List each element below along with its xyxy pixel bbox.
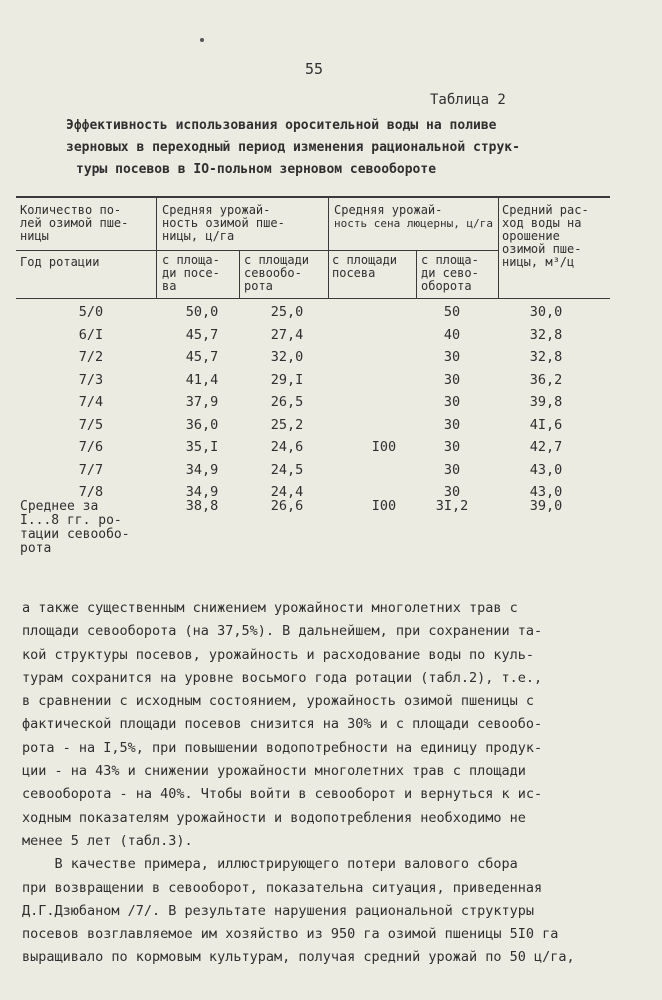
body-line: в сравнении с исходным состоянием, урожайность озимой пшеницы с: [22, 693, 535, 710]
header-line: Средняя урожай-: [162, 203, 271, 217]
row-wheat-sown: 36,0: [185, 416, 219, 433]
header-line: ход воды на: [502, 216, 582, 230]
average-label-line: рота: [20, 541, 52, 556]
body-line: ходным показателям урожайности и водопотребления необходимо не: [22, 809, 526, 826]
row-water: 42,7: [529, 439, 563, 455]
header-wheat-yield: [162, 204, 285, 243]
header-wheat-sown-area: [162, 254, 220, 293]
speck: [200, 38, 204, 42]
row-year: 7/4: [78, 394, 104, 410]
row-wheat-rotation: 24,6: [270, 439, 304, 455]
row-wheat-sown: 45,7: [185, 326, 219, 343]
header-line: ницы, м³/ц: [502, 255, 575, 269]
caption-line: зерновых в переходный период изменения рациональной струк-: [66, 140, 520, 155]
header-wheat-rotation-area: [244, 254, 309, 293]
header-line: Количество по-: [20, 203, 122, 217]
row-hay-rotation: 30: [443, 394, 461, 410]
header-fields-count: [20, 204, 128, 243]
row-year: 7/3: [78, 371, 104, 388]
row-water: 32,8: [529, 349, 563, 365]
row-water: 36,2: [529, 371, 563, 388]
row-wheat-rotation: 29,I: [270, 371, 304, 388]
header-line: с площа-: [162, 253, 220, 267]
subheader-rule: [156, 250, 498, 251]
header-line: ность озимой пше-: [162, 216, 285, 230]
average-wheat-sown: 38,8: [185, 498, 219, 514]
row-hay-rotation: 30: [443, 349, 461, 365]
row-wheat-rotation: 32,0: [270, 349, 304, 365]
header-line: севообо-: [244, 266, 302, 280]
row-hay-rotation: 30: [443, 371, 461, 388]
average-water: 39,0: [529, 498, 563, 514]
header-line: ва: [162, 279, 177, 293]
row-wheat-sown: 34,9: [185, 461, 219, 478]
row-year: 7/2: [78, 349, 104, 365]
body-line: площади севооборота (на 37,5%). В дальнейшем, при сохранении та-: [22, 623, 543, 640]
average-label: [20, 500, 130, 556]
header-bottom-rule: [16, 298, 610, 299]
header-line: ницы, ц/га: [162, 229, 235, 243]
body-line: выращивало по кормовым культурам, получая средний урожай по 50 ц/га,: [22, 949, 575, 966]
row-wheat-sown: 35,I: [185, 439, 219, 455]
body-line: фактической площади посевов снизится на 30% и с площади севообо-: [22, 716, 543, 733]
row-water: 4I,6: [529, 416, 563, 433]
row-hay-rotation: 50: [443, 304, 461, 320]
header-hay-yield: [334, 204, 493, 230]
header-line: с площади: [244, 253, 310, 267]
average-label-line: Среднее за: [20, 499, 99, 514]
header-hay-rotation-area: [421, 254, 479, 293]
average-label-line: тации севообо-: [20, 527, 130, 542]
header-line: с площа-: [421, 253, 479, 267]
average-hay-rotation: 3I,2: [435, 498, 469, 514]
table-label: Таблица 2: [430, 92, 506, 108]
body-line: турам сохранится на уровне восьмого года ротации (табл.2), т.е.,: [22, 669, 543, 686]
row-wheat-sown: 34,9: [185, 484, 219, 500]
header-line: лей озимой пше-: [20, 216, 129, 230]
table-top-rule: [16, 196, 610, 198]
row-water: 39,8: [529, 394, 563, 410]
row-hay-sown: I00: [371, 439, 397, 455]
col-divider: [239, 250, 240, 298]
body-text: [22, 597, 642, 970]
row-wheat-rotation: 24,4: [270, 484, 304, 500]
header-rotation-year: Год ротации: [20, 255, 100, 269]
row-water: 43,0: [529, 461, 563, 478]
row-hay-rotation: 40: [443, 326, 461, 343]
header-line: ность сена люцерны, ц/га: [334, 217, 493, 230]
body-line: севооборота - на 40%. Чтобы войти в севооборот и вернуться к ис-: [22, 786, 543, 803]
row-year: 5/0: [78, 304, 104, 320]
average-hay-sown: I00: [371, 498, 397, 514]
row-year: 7/5: [78, 416, 104, 433]
col-divider: [156, 196, 157, 298]
row-hay-rotation: 30: [443, 416, 461, 433]
body-line: рота - на I,5%, при повышении водопотребности на единицу продук-: [22, 739, 543, 756]
table-caption: [66, 115, 606, 181]
row-wheat-rotation: 25,0: [270, 304, 304, 320]
row-wheat-sown: 45,7: [185, 349, 219, 365]
header-line: оборота: [421, 279, 472, 293]
row-wheat-rotation: 27,4: [270, 326, 304, 343]
average-wheat-rotation: 26,6: [270, 498, 304, 514]
row-water: 32,8: [529, 326, 563, 343]
header-water-use: [502, 204, 589, 269]
row-hay-rotation: 30: [443, 461, 461, 478]
row-year: 7/8: [78, 484, 104, 500]
caption-line: туры посевов в IO-польном зерновом севообороте: [76, 162, 437, 177]
header-line: орошение: [502, 229, 560, 243]
col-divider: [328, 196, 329, 298]
header-line: рота: [244, 279, 273, 293]
row-wheat-sown: 41,4: [185, 371, 219, 388]
row-wheat-rotation: 24,5: [270, 461, 304, 478]
header-line: озимой пше-: [502, 242, 582, 256]
row-hay-rotation: 30: [443, 484, 461, 500]
row-wheat-rotation: 26,5: [270, 394, 304, 410]
header-line: Средний рас-: [502, 203, 589, 217]
body-line: кой структуры посевов, урожайность и расходование воды по куль-: [22, 646, 535, 663]
header-line: ницы: [20, 229, 49, 243]
body-line: менее 5 лет (табл.3).: [22, 832, 193, 849]
row-water: 30,0: [529, 304, 563, 320]
page-number: 55: [305, 60, 324, 78]
header-line: Средняя урожай-: [334, 203, 443, 217]
col-divider: [498, 196, 499, 298]
col-divider: [416, 250, 417, 298]
row-water: 43,0: [529, 484, 563, 500]
average-label-line: I...8 гг. ро-: [20, 513, 122, 528]
data-table: [16, 196, 610, 576]
body-line: В качестве примера, иллюстрирующего потери валового сбора: [22, 856, 518, 873]
row-wheat-sown: 37,9: [185, 394, 219, 410]
body-line: а также существенным снижением урожайности многолетних трав с: [22, 600, 518, 616]
body-line: Д.Г.Дзюбаном /7/. В результате нарушения рациональной структуры: [22, 902, 535, 919]
body-line: ции - на 43% и снижении урожайности многолетних трав с площади: [22, 763, 526, 780]
row-year: 6/I: [78, 326, 104, 343]
row-year: 7/7: [78, 461, 104, 478]
header-line: ди сево-: [421, 266, 479, 280]
row-hay-rotation: 30: [443, 439, 461, 455]
row-wheat-rotation: 25,2: [270, 416, 304, 433]
header-line: ди посе-: [162, 266, 220, 280]
header-hay-sown-area: [332, 254, 397, 280]
header-line: посева: [332, 266, 376, 280]
body-line: посевов возглавляемое им хозяйство из 950 га озимой пшеницы 5I0 га: [22, 926, 559, 943]
row-year: 7/6: [78, 439, 104, 455]
row-wheat-sown: 50,0: [185, 304, 219, 320]
header-line: с площади: [332, 253, 398, 267]
caption-line: Эффективность использования оросительной воды на поливе: [66, 118, 497, 133]
body-line: при возвращении в севооборот, показательна ситуация, приведенная: [22, 879, 543, 896]
